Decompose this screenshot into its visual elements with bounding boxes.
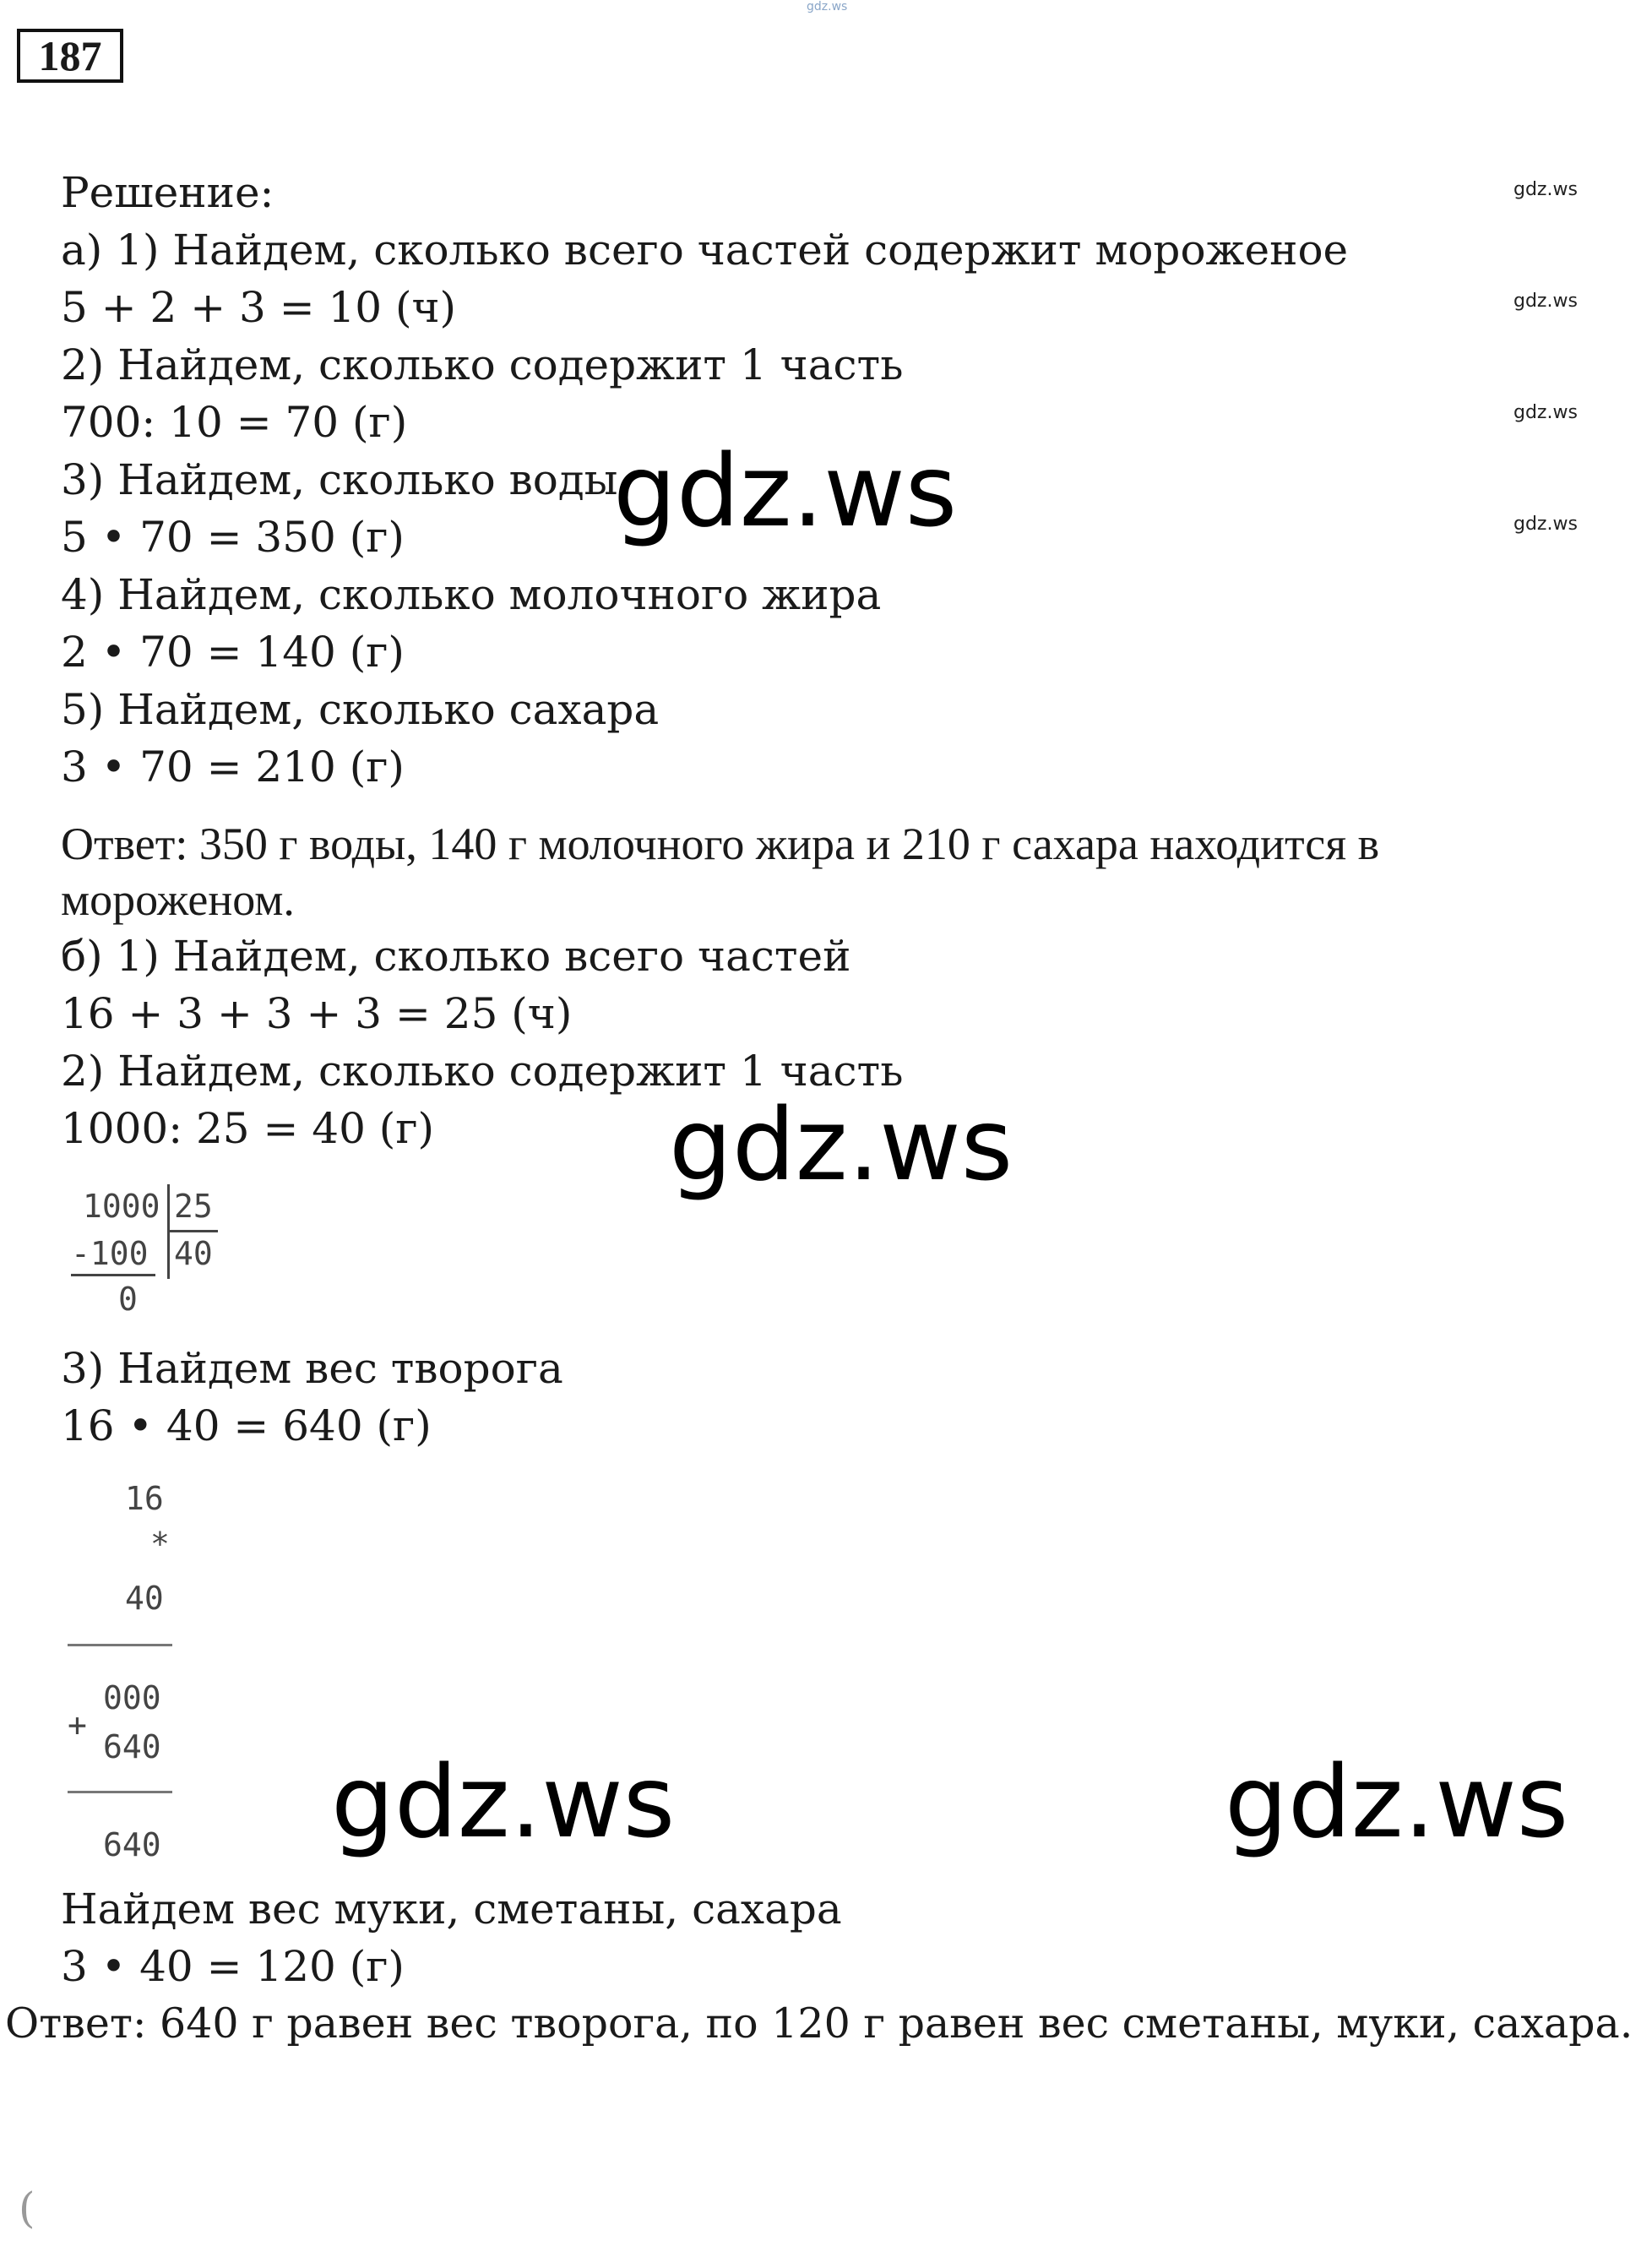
part-b-step4-text: Найдем вес муки, сметаны, сахара bbox=[61, 1885, 842, 1934]
division-dividend: 1000 bbox=[83, 1188, 160, 1225]
division-divisor: 25 bbox=[174, 1188, 213, 1225]
watermark-small-3: gdz.ws bbox=[1513, 402, 1578, 423]
mult-factor2: 40 bbox=[125, 1580, 164, 1617]
part-b-step4-calc: 3 • 40 = 120 (г) bbox=[61, 1942, 405, 1991]
division-quotient: 40 bbox=[174, 1235, 213, 1272]
mult-result: 640 bbox=[103, 1826, 161, 1863]
part-a-answer-line2: мороженом. bbox=[61, 874, 295, 925]
part-a-step4-calc: 2 • 70 = 140 (г) bbox=[61, 628, 405, 677]
footer-mark: ( bbox=[19, 2184, 35, 2233]
division-quotient-bar bbox=[169, 1230, 218, 1232]
part-a-step5-calc: 3 • 70 = 210 (г) bbox=[61, 742, 405, 791]
mult-line-2 bbox=[68, 1791, 172, 1793]
watermark-big-2: gdz.ws bbox=[669, 1086, 1013, 1203]
watermark-small-2: gdz.ws bbox=[1513, 291, 1578, 312]
mult-factor1: 16 bbox=[125, 1480, 164, 1517]
mult-plus: + bbox=[68, 1706, 87, 1743]
watermark-big-4: gdz.ws bbox=[1225, 1743, 1569, 1860]
part-b-step3-calc: 16 • 40 = 640 (г) bbox=[61, 1401, 432, 1450]
part-a-step1-calc: 5 + 2 + 3 = 10 (ч) bbox=[61, 283, 457, 332]
part-b-step1-calc: 16 + 3 + 3 + 3 = 25 (ч) bbox=[61, 989, 573, 1038]
part-b-step3-text: 3) Найдем вес творога bbox=[61, 1344, 563, 1393]
division-remainder: 0 bbox=[118, 1281, 138, 1318]
part-b-step1-text: б) 1) Найдем, сколько всего частей bbox=[61, 932, 851, 981]
division-underline bbox=[71, 1274, 155, 1276]
part-a-answer-line1: Ответ: 350 г воды, 140 г молочного жира и 210 г сахара находится в bbox=[61, 819, 1380, 869]
part-a-step4-text: 4) Найдем, сколько молочного жира bbox=[61, 570, 882, 619]
mult-partial2: 640 bbox=[103, 1728, 161, 1765]
part-b-step2-calc: 1000: 25 = 40 (г) bbox=[61, 1104, 435, 1153]
part-a-step3-calc: 5 • 70 = 350 (г) bbox=[61, 513, 405, 562]
part-a-step3-text: 3) Найдем, сколько воды bbox=[61, 455, 618, 504]
part-a-step5-text: 5) Найдем, сколько сахара bbox=[61, 685, 660, 734]
watermark-big-3: gdz.ws bbox=[331, 1743, 676, 1860]
mult-operator: * bbox=[150, 1526, 170, 1563]
watermark-small-1: gdz.ws bbox=[1513, 179, 1578, 200]
mult-partial1: 000 bbox=[103, 1679, 161, 1716]
mult-line-1 bbox=[68, 1644, 172, 1646]
part-b-step2-text: 2) Найдем, сколько содержит 1 часть bbox=[61, 1047, 904, 1096]
top-watermark: gdz.ws bbox=[807, 0, 848, 14]
division-subtract: -100 bbox=[71, 1235, 149, 1272]
part-a-step1-text: а) 1) Найдем, сколько всего частей содержит мороженое bbox=[61, 226, 1349, 275]
watermark-small-4: gdz.ws bbox=[1513, 514, 1578, 535]
part-a-step2-calc: 700: 10 = 70 (г) bbox=[61, 398, 408, 447]
final-answer: Ответ: 640 г равен вес творога, по 120 г равен вес сметаны, муки, сахара. bbox=[5, 1999, 1633, 2048]
solution-heading: Решение: bbox=[61, 168, 274, 217]
problem-number-box: 187 bbox=[17, 29, 123, 83]
watermark-big-1: gdz.ws bbox=[613, 432, 958, 549]
part-a-step2-text: 2) Найдем, сколько содержит 1 часть bbox=[61, 340, 904, 389]
